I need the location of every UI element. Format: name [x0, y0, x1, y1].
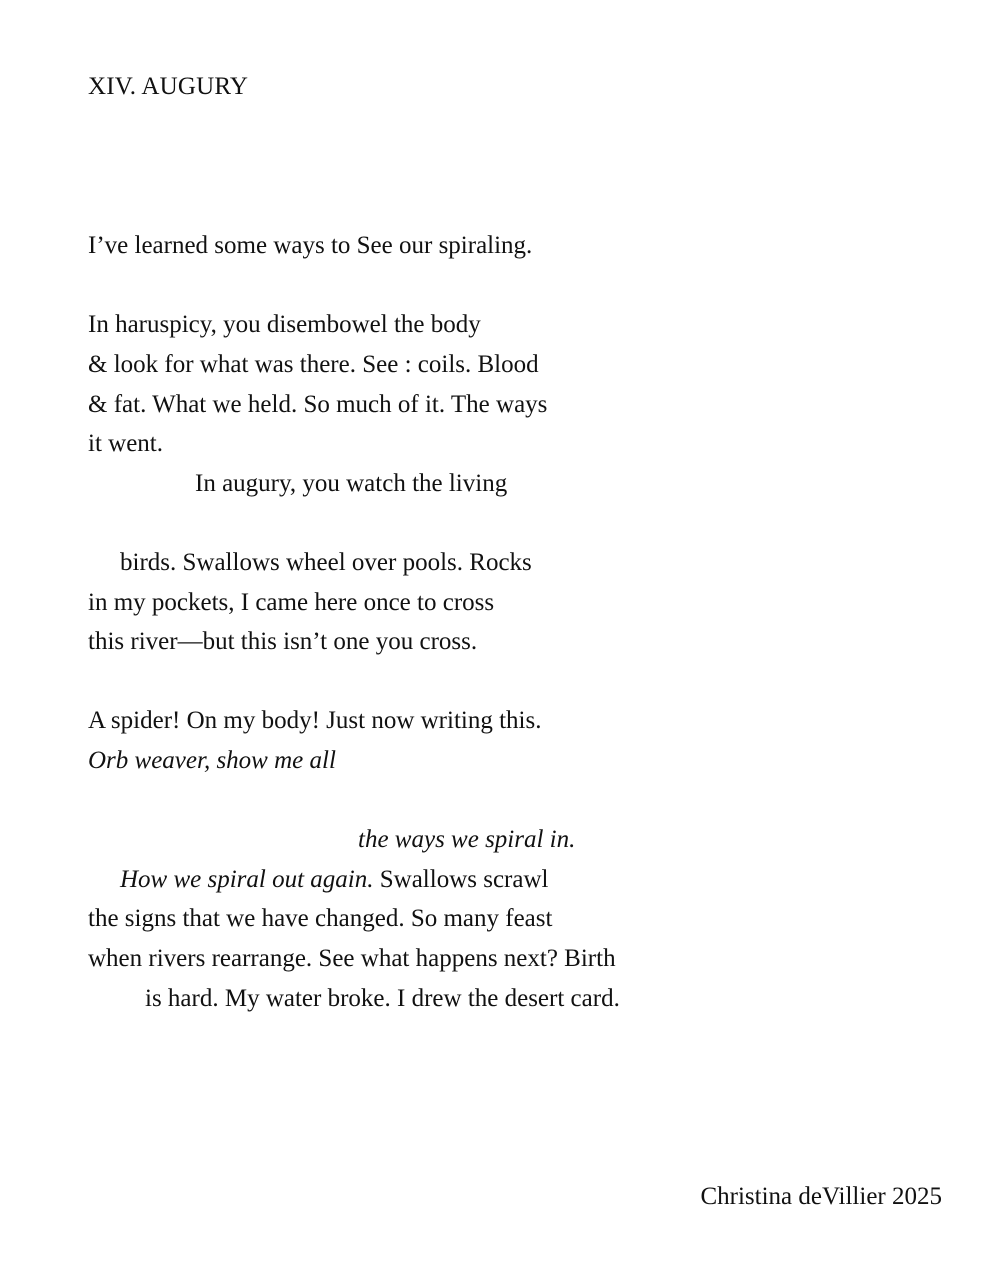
poem-line: In haruspicy, you disembowel the body — [88, 311, 481, 338]
poem-line: is hard. My water broke. I drew the desert card. — [145, 985, 620, 1012]
poem-line-mixed — [120, 863, 548, 897]
poem-line: birds. Swallows wheel over pools. Rocks — [120, 549, 532, 576]
poem-line: & look for what was there. See : coils. Blood — [88, 351, 539, 378]
poem-line: the signs that we have changed. So many feast — [88, 905, 553, 932]
poem-line-italic-part: How we spiral out again. — [120, 866, 374, 893]
poem-line: I’ve learned some ways to See our spiraling. — [88, 232, 533, 259]
poem-line-roman-part: Swallows scrawl — [373, 866, 549, 893]
poem-line: when rivers rearrange. See what happens next? Birth — [88, 945, 616, 972]
poem-line: in my pockets, I came here once to cross — [88, 589, 495, 616]
author-signature: Christina deVillier 2025 — [700, 1183, 942, 1210]
poem-line: this river—but this isn’t one you cross. — [88, 628, 478, 655]
poem-line: In augury, you watch the living — [195, 470, 508, 497]
poem-line: & fat. What we held. So much of it. The ways — [88, 391, 548, 418]
poem-line-italic: the ways we spiral in. — [358, 826, 576, 853]
poem-line: it went. — [88, 430, 163, 457]
poem-title: XIV. AUGURY — [88, 73, 249, 100]
poem-line-italic: Orb weaver, show me all — [88, 747, 336, 774]
poem-line: A spider! On my body! Just now writing this. — [88, 707, 542, 734]
